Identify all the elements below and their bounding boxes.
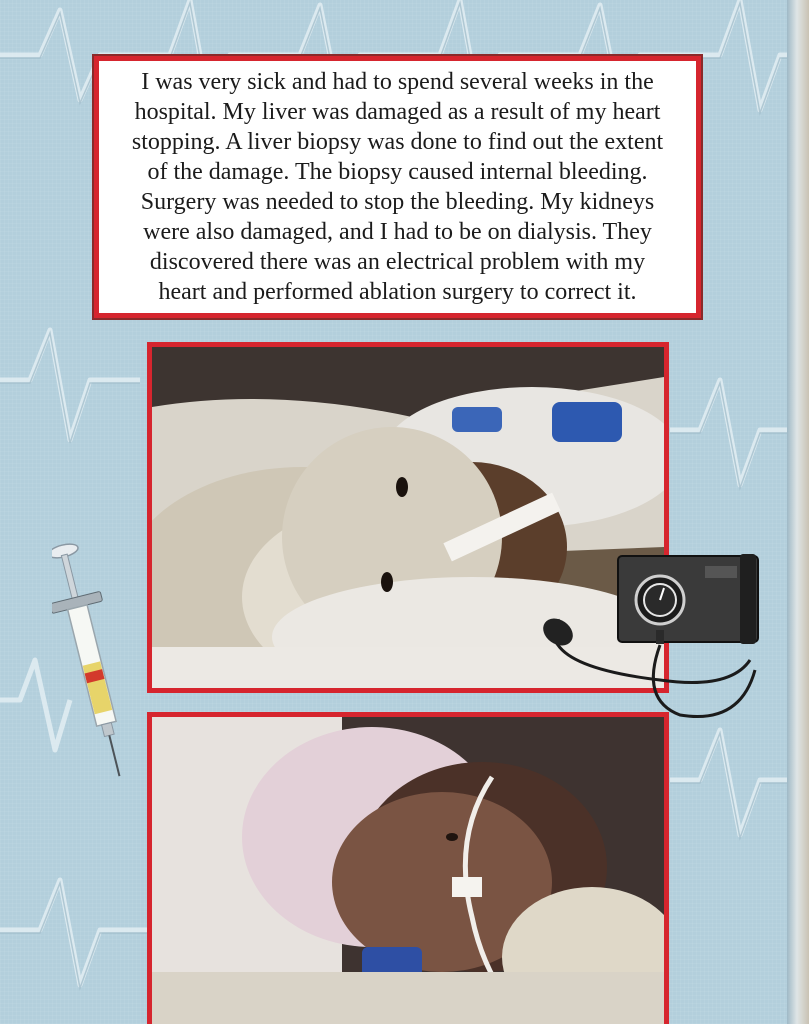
page-edge (787, 0, 809, 1024)
syringe-icon (52, 532, 142, 782)
story-text: I was very sick and had to spend several weeks in the hospital. My liver was damaged as a result of my heart stopping. A liver biopsy was done to find out the extent of the damage. The biopsy caused internal bleeding. Surgery was needed to stop the bleeding. My kidneys were also damaged, and I had to be on dialysis. They discovered there was an electrical problem with my heart and performed ablation surgery to correct it. (131, 69, 664, 305)
story-text-box (94, 56, 701, 318)
blood-pressure-monitor-icon (540, 550, 770, 730)
photo-baby-with-oxygen-tube (147, 712, 669, 1024)
